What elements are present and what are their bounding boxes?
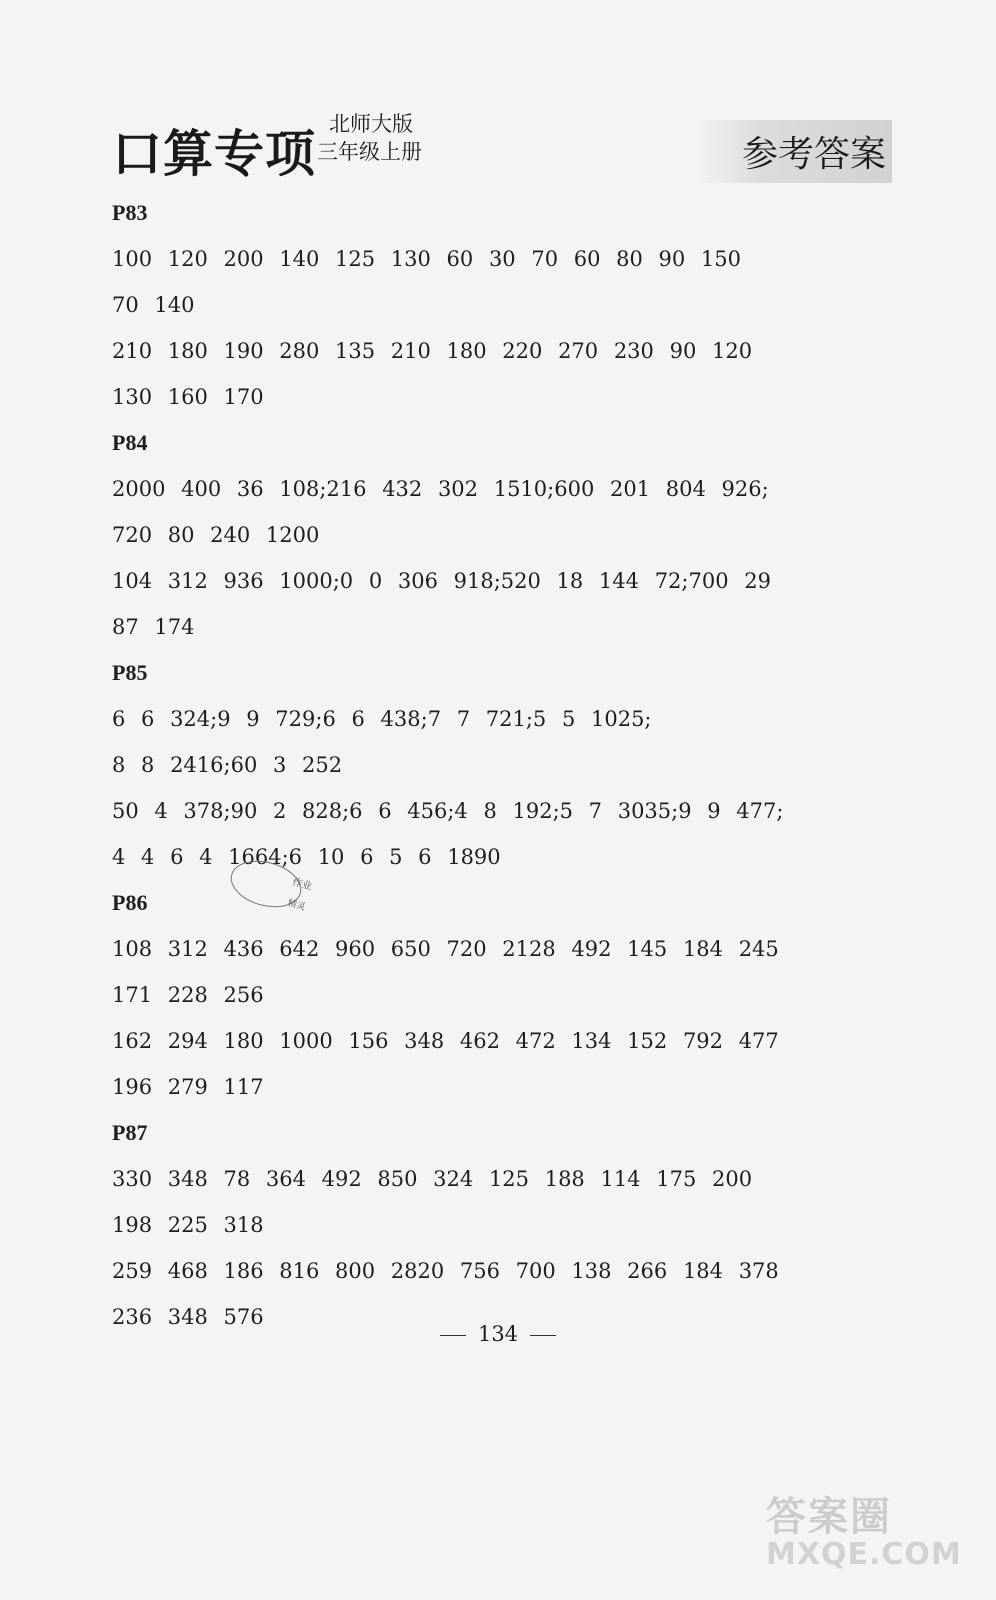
answer-key-label: 参考答案 <box>692 120 892 183</box>
stamp-text-bottom: 精灵 <box>286 898 307 913</box>
answer-line: 162 294 180 1000 156 348 462 472 134 152 792 477 <box>112 1029 779 1053</box>
section-title: P87 <box>112 1120 148 1145</box>
stamp-text-top: 作业 <box>290 876 314 893</box>
answer-line: 50 4 378;90 2 828;6 6 456;4 8 192;5 7 3035;9 9 477; <box>112 799 784 823</box>
answer-line: 198 225 318 <box>112 1213 264 1237</box>
answer-line: 108 312 436 642 960 650 720 2128 492 145 184 245 <box>112 937 779 961</box>
header <box>112 110 892 200</box>
section-p83 <box>112 190 872 420</box>
answer-line: 2000 400 36 108;216 432 302 1510;600 201 804 926; <box>112 477 769 501</box>
page-number-dash-left <box>440 1335 466 1336</box>
section-title: P85 <box>112 660 148 685</box>
answer-line: 171 228 256 <box>112 983 264 1007</box>
answer-line: 87 174 <box>112 615 195 639</box>
section-p84 <box>112 420 872 650</box>
watermark-logo <box>766 1485 976 1577</box>
answer-line: 70 140 <box>112 293 195 317</box>
answer-line: 236 348 576 <box>112 1305 264 1329</box>
answer-line: 196 279 117 <box>112 1075 264 1099</box>
page-number <box>0 1322 996 1346</box>
section-title: P84 <box>112 430 148 455</box>
section-p87 <box>112 1110 872 1340</box>
answer-line: 210 180 190 280 135 210 180 220 270 230 90 120 <box>112 339 753 363</box>
answer-line: 720 80 240 1200 <box>112 523 320 547</box>
answer-line: 6 6 324;9 9 729;6 6 438;7 7 721;5 5 1025; <box>112 707 652 731</box>
book-title: 口算专项 <box>112 125 316 183</box>
section-p85 <box>112 650 872 880</box>
edition-label: 北师大版 <box>329 112 413 136</box>
answer-line: 4 4 6 4 1664;6 10 6 5 6 1890 <box>112 845 501 869</box>
section-p86 <box>112 880 872 1110</box>
answer-line: 259 468 186 816 800 2820 756 700 138 266 184 378 <box>112 1259 779 1283</box>
answer-line: 104 312 936 1000;0 0 306 918;520 18 144 72;700 29 <box>112 569 771 593</box>
grade-label: 三年级上册 <box>317 140 422 164</box>
section-title: P86 <box>112 890 148 915</box>
section-title: P83 <box>112 200 148 225</box>
watermark-url: MXQE.COM <box>766 1537 962 1572</box>
answer-line: 330 348 78 364 492 850 324 125 188 114 175 200 <box>112 1167 753 1191</box>
page-number-value: 134 <box>477 1322 519 1346</box>
answer-line: 130 160 170 <box>112 385 264 409</box>
book-subtitle <box>317 110 422 166</box>
page-number-dash-right <box>530 1335 556 1336</box>
watermark-text: 答案圈 <box>766 1494 892 1540</box>
answer-line: 100 120 200 140 125 130 60 30 70 60 80 90 150 <box>112 247 742 271</box>
answer-content <box>112 190 872 1340</box>
answer-line: 8 8 2416;60 3 252 <box>112 753 343 777</box>
